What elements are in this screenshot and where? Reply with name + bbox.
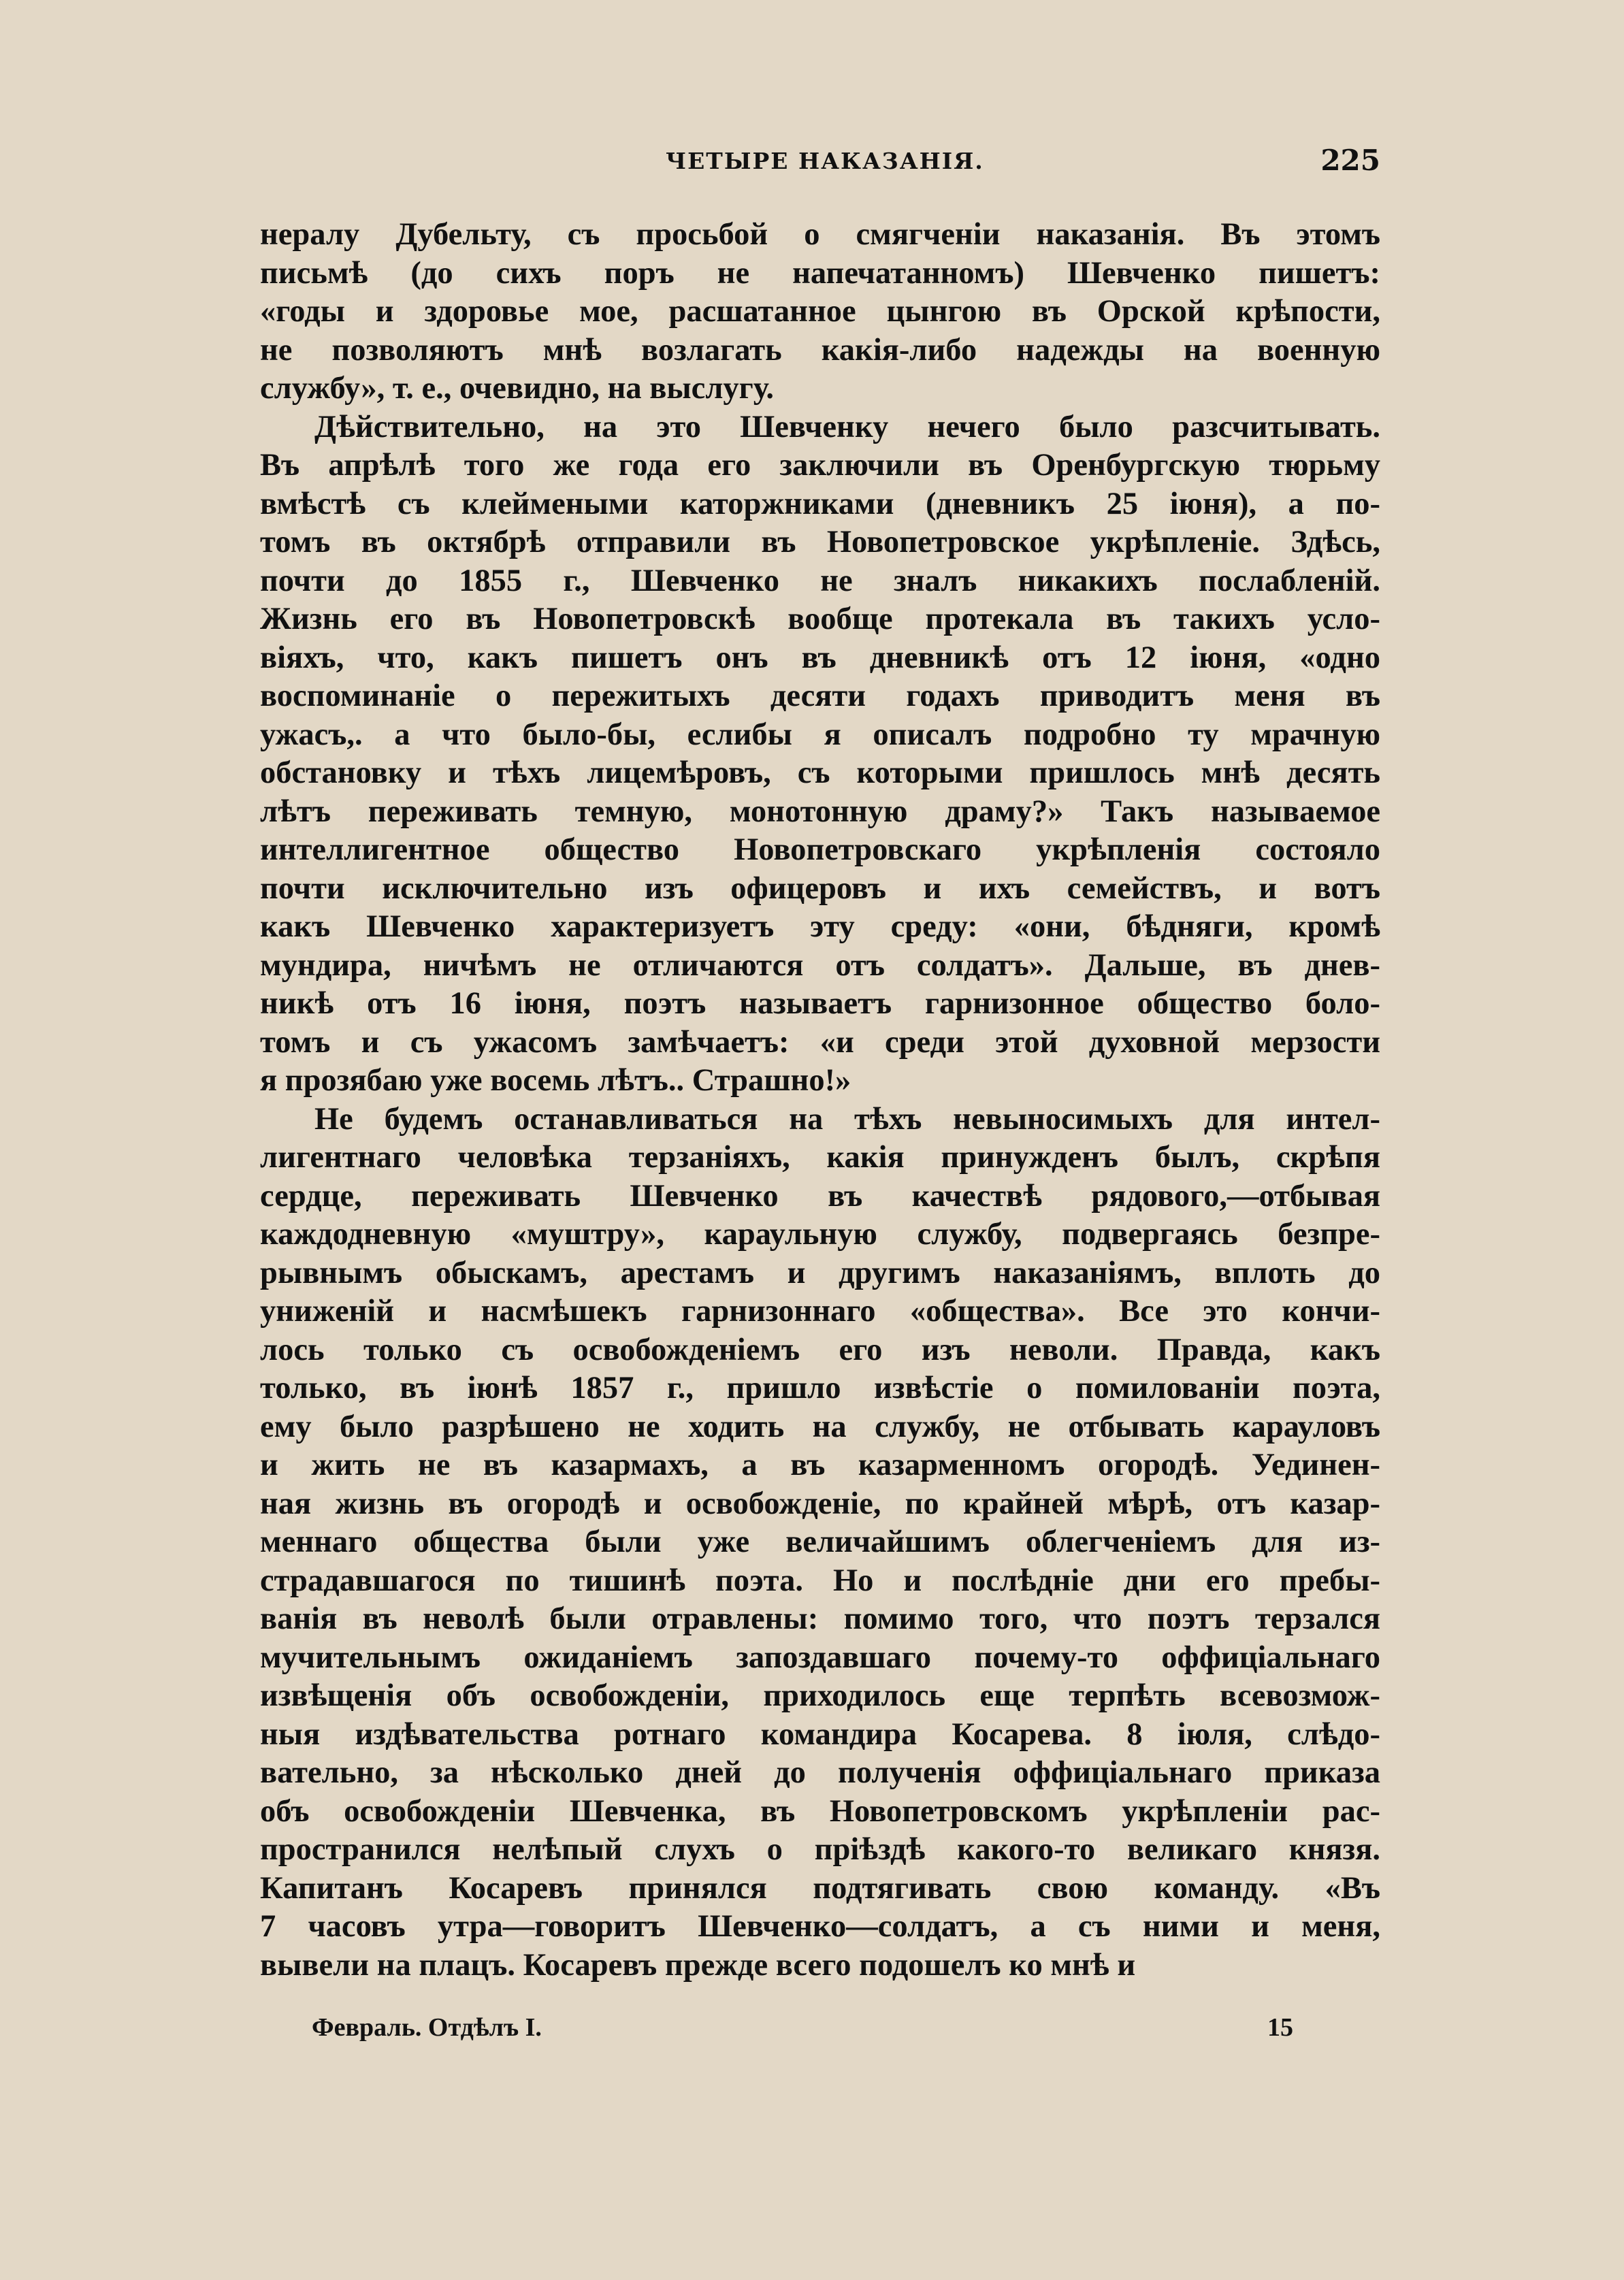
text-line: письмѣ (до сихъ поръ не напечатанномъ) Шевченко пишетъ:: [260, 255, 1380, 291]
text-line: воспоминаніе о пережитыхъ десяти годахъ приводитъ меня въ: [260, 679, 1380, 713]
text-line: Дѣйствительно, на это Шевченку нечего было разсчитывать.: [314, 409, 1380, 444]
text-line: вмѣстѣ съ клеймеными каторжниками (дневникъ 25 іюня), а по-: [260, 486, 1380, 521]
paragraph: [260, 1101, 1380, 1985]
text-line: Не будемъ останавливаться на тѣхъ невыносимыхъ для интел-: [314, 1101, 1380, 1137]
text-line: меннаго общества были уже величайшимъ облегченіемъ для из-: [260, 1525, 1380, 1559]
paragraph: [260, 216, 1380, 408]
text-line: Капитанъ Косаревъ принялся подтягивать свою команду. «Въ: [260, 1870, 1380, 1906]
text-line: томъ въ октябрѣ отправили въ Новопетровское укрѣпленіе. Здѣсь,: [260, 525, 1380, 559]
text-line: лигентнаго человѣка терзаніяхъ, какія принужденъ былъ, скрѣпя: [260, 1140, 1380, 1175]
text-line: ему было разрѣшено не ходить на службу, не отбывать карауловъ: [260, 1409, 1380, 1444]
text-line: обстановку и тѣхъ лицемѣровъ, съ которыми пришлось мнѣ десять: [260, 755, 1380, 790]
text-line: Въ апрѣлѣ того же года его заключили въ Оренбургскую тюрьму: [260, 448, 1380, 483]
text-line: какъ Шевченко характеризуетъ эту среду: «они, бѣдняги, кромѣ: [260, 909, 1380, 944]
body-text: [260, 216, 1380, 1985]
page-footer: [260, 2013, 1380, 2053]
text-line: рывнымъ обыскамъ, арестамъ и другимъ наказаніямъ, вплоть до: [260, 1255, 1380, 1290]
text-line: ванія въ неволѣ были отравлены: помимо того, что поэтъ терзался: [260, 1601, 1380, 1636]
text-line: томъ и съ ужасомъ замѣчаетъ: «и среди этой духовной мерзости: [260, 1024, 1380, 1060]
text-line: никѣ отъ 16 іюня, поэтъ называетъ гарнизонное общество боло-: [260, 986, 1380, 1021]
text-line: интеллигентное общество Новопетровскаго укрѣпленія состояло: [260, 832, 1380, 867]
text-line: мучительнымъ ожиданіемъ запоздавшаго почему-то оффиціальнаго: [260, 1640, 1380, 1675]
text-line: только, въ іюнѣ 1857 г., пришло извѣстіе о помилованіи поэта,: [260, 1371, 1380, 1405]
text-line: униженій и насмѣшекъ гарнизоннаго «общества». Все это кончи-: [260, 1294, 1380, 1329]
page-number: 225: [1320, 144, 1380, 177]
signature-number: 15: [1267, 2013, 1293, 2042]
text-line: 7 часовъ утра—говоритъ Шевченко—солдатъ, а съ ними и меня,: [260, 1909, 1380, 1944]
text-line: лось только съ освобожденіемъ его изъ неволи. Правда, какъ: [260, 1332, 1380, 1367]
text-line: ная жизнь въ огородѣ и освобожденіе, по крайней мѣрѣ, отъ казар-: [260, 1486, 1380, 1521]
text-line: вательно, за нѣсколько дней до полученія оффиціальнаго приказа: [260, 1755, 1380, 1790]
text-line: службу», т. е., очевидно, на выслугу.: [260, 371, 774, 406]
text-line: объ освобожденіи Шевченка, въ Новопетровскомъ укрѣпленіи рас-: [260, 1793, 1380, 1829]
text-line: каждодневную «муштру», караульную службу, подвергаясь безпре-: [260, 1217, 1380, 1252]
text-line: я прозябаю уже восемь лѣтъ.. Страшно!»: [260, 1063, 851, 1098]
running-header: [260, 140, 1380, 187]
text-line: почти до 1855 г., Шевченко не зналъ никакихъ послабленій.: [260, 563, 1380, 598]
text-line: ныя издѣвательства ротнаго командира Косарева. 8 іюля, слѣдо-: [260, 1716, 1380, 1752]
text-line: мундира, ничѣмъ не отличаются отъ солдатъ». Дальше, въ днев-: [260, 947, 1380, 983]
text-line: ужасъ,. а что было-бы, еслибы я описалъ подробно ту мрачную: [260, 717, 1380, 752]
text-line: «годы и здоровье мое, расшатанное цынгою въ Орской крѣпости,: [260, 294, 1380, 329]
text-line: сердце, переживать Шевченко въ качествѣ рядового,—отбывая: [260, 1178, 1380, 1214]
text-line: лѣтъ переживать темную, монотонную драму?» Такъ называемое: [260, 794, 1380, 829]
text-line: почти исключительно изъ офицеровъ и ихъ семействъ, и вотъ: [260, 870, 1380, 906]
text-line: и жить не въ казармахъ, а въ казарменномъ огородѣ. Уединен-: [260, 1448, 1380, 1482]
printer-signature: Февраль. Отдѣлъ I.: [312, 2013, 542, 2042]
text-line: Жизнь его въ Новопетровскѣ вообще протекала въ такихъ усло-: [260, 602, 1380, 636]
chapter-title: ЧЕТЫРЕ НАКАЗАНІЯ.: [666, 148, 984, 174]
paragraph: [260, 408, 1380, 1101]
book-page: [260, 140, 1380, 2045]
text-line: вывели на плацъ. Косаревъ прежде всего подошелъ ко мнѣ и: [260, 1947, 1136, 1983]
text-line: пространился нелѣпый слухъ о пріѣздѣ какого-то великаго князя.: [260, 1832, 1380, 1867]
text-line: не позволяютъ мнѣ возлагать какія-либо надежды на военную: [260, 332, 1380, 368]
text-line: извѣщенія объ освобожденіи, приходилось еще терпѣть всевозмож-: [260, 1678, 1380, 1713]
text-line: нералу Дубельту, съ просьбой о смягченіи наказанія. Въ этомъ: [260, 217, 1380, 252]
text-line: страдавшагося по тишинѣ поэта. Но и послѣдніе дни его пребы-: [260, 1563, 1380, 1598]
text-line: віяхъ, что, какъ пишетъ онъ въ дневникѣ отъ 12 іюня, «одно: [260, 640, 1380, 675]
